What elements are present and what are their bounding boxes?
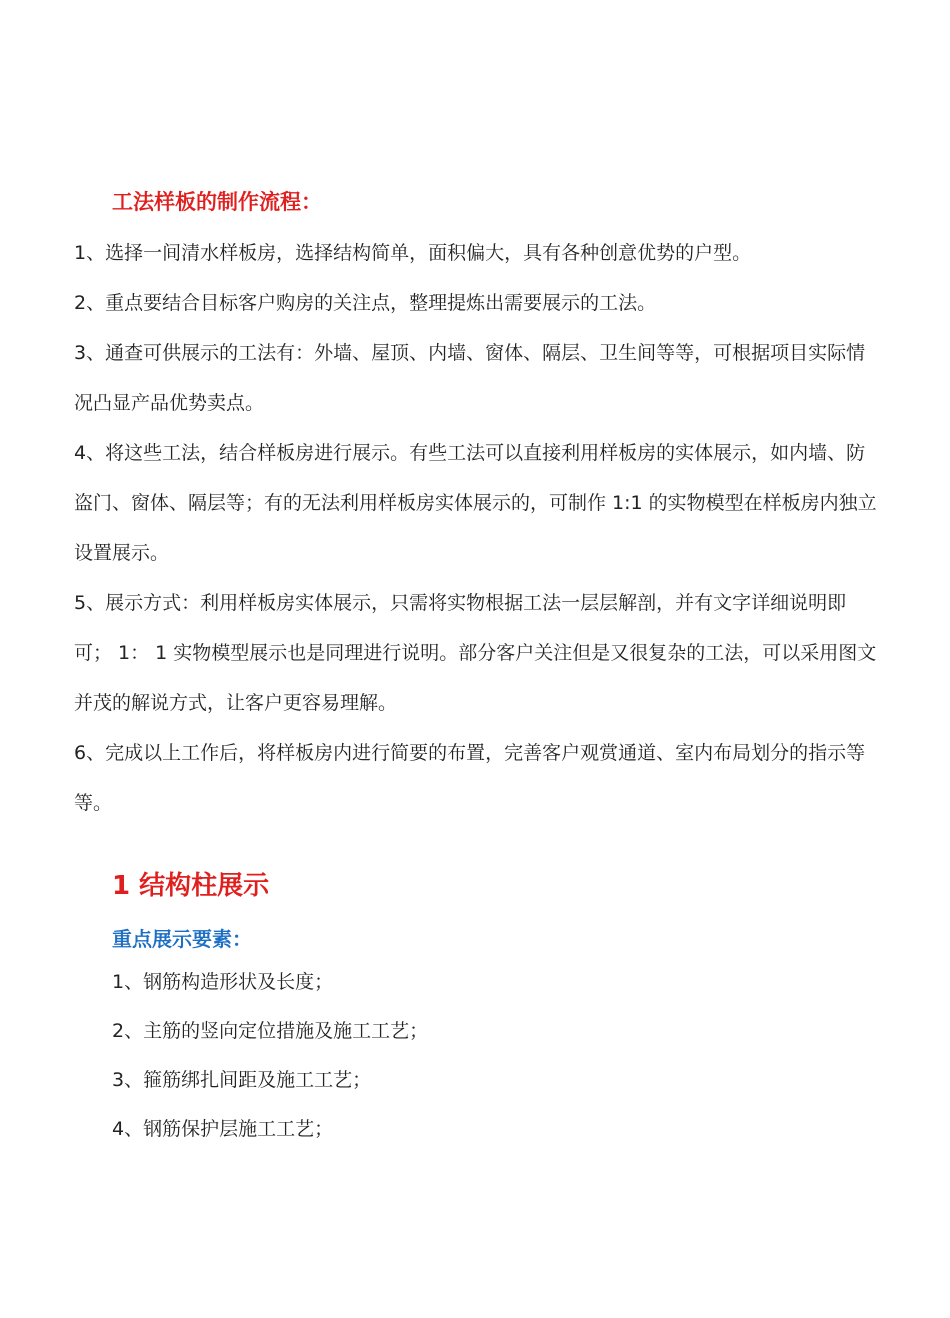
key-element-2: 2、主筋的竖向定位措施及施工工艺； [112,1020,429,1042]
process-steps-list [74,228,884,828]
key-element-4: 4、钢筋保护层施工工艺； [112,1118,334,1140]
process-step-6: 6、完成以上工作后，将样板房内进行简要的布置，完善客户观赏通道、室内布局划分的指示等等。 [74,742,866,814]
process-step-3: 3、通查可供展示的工法有：外墙、屋顶、内墙、窗体、隔层、卫生间等等，可根据项目实际情况凸显产品优势卖点。 [74,342,866,414]
process-step-4: 4、将这些工法，结合样板房进行展示。有些工法可以直接利用样板房的实体展示，如内墙、防盗门、窗体、隔层等；有的无法利用样板房实体展示的，可制作 1:1 的实物模型在样板房内独立设置展示。 [74,442,877,564]
key-element-1: 1、钢筋构造形状及长度； [112,971,334,993]
process-step-1: 1、选择一间清水样板房，选择结构简单，面积偏大，具有各种创意优势的户型。 [74,242,752,264]
key-element-3: 3、箍筋绑扎间距及施工工艺； [112,1069,372,1091]
key-elements-heading: 重点展示要素： [112,927,252,951]
section-heading: 工法样板的制作流程： [112,190,322,214]
key-elements-list [112,958,872,1154]
process-step-5: 5、展示方式：利用样板房实体展示，只需将实物根据工法一层层解剖，并有文字详细说明即可； 1： 1 实物模型展示也是同理进行说明。部分客户关注但是又很复杂的工法，可以采用图文并茂的解说方式，让客户更容易理解。 [74,592,877,714]
process-step-2: 2、重点要结合目标客户购房的关注点，整理提炼出需要展示的工法。 [74,292,657,314]
structure-column-title: 1 结构柱展示 [112,871,270,901]
